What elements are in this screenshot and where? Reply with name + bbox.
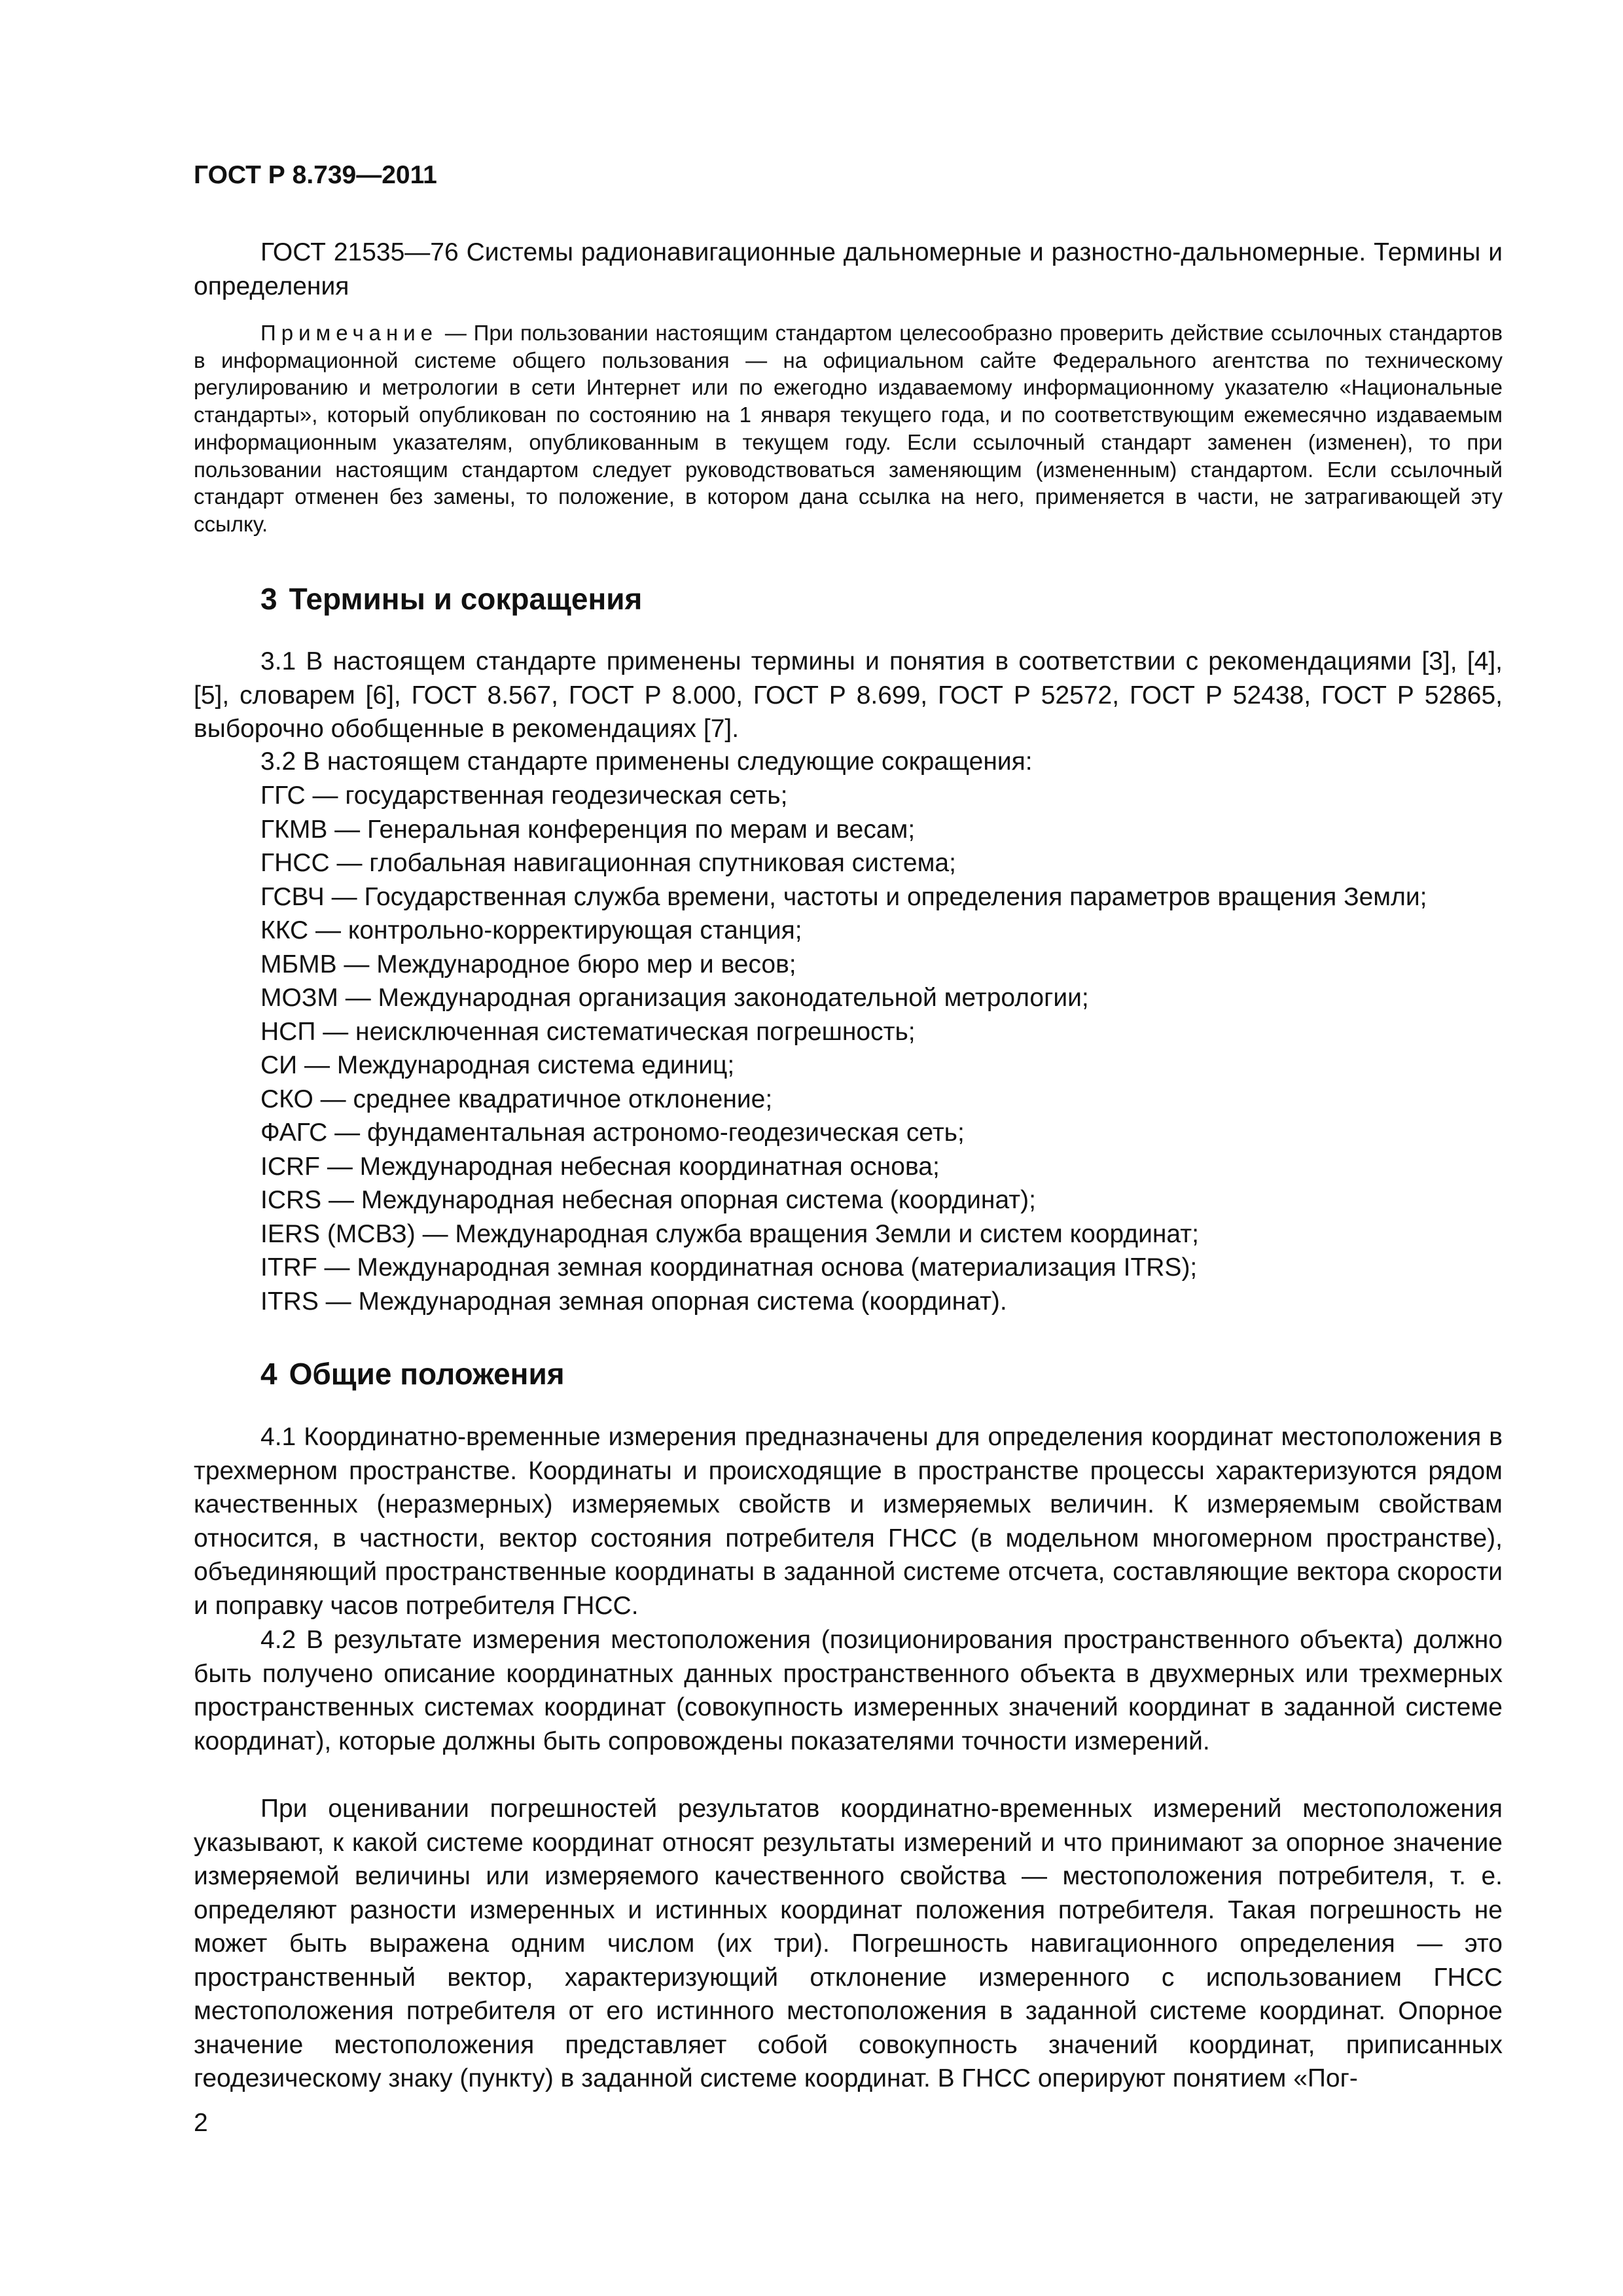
list-item: ГКМВ — Генеральная конференция по мерам и весам; bbox=[260, 815, 916, 844]
list-item: ФАГС — фундаментальная астрономо-геодезическая сеть; bbox=[260, 1119, 965, 1147]
paragraph-3-2: 3.2 В настоящем стандарте применены следующие сокращения: bbox=[260, 747, 1033, 776]
page-number: 2 bbox=[194, 2109, 208, 2137]
list-item: МБМВ — Международное бюро мер и весов; bbox=[260, 950, 796, 978]
section-4-heading bbox=[260, 1356, 565, 1391]
list-item: ГГС — государственная геодезическая сеть; bbox=[260, 781, 788, 810]
paragraph-3-1: 3.1 В настоящем стандарте применены термины и понятия в соответствии с рекомендациями [3], [4], [5], словарем [6], ГОСТ 8.567, ГОСТ Р 8.000, ГОСТ Р 8.699, ГОСТ Р 52572, ГОСТ Р 52438, ГОСТ Р 52865, выборочно обобщенные в рекомендациях [7]. bbox=[194, 647, 1503, 743]
paragraph-4-2-cont: При оценивании погрешностей результатов координатно-временных измерений местоположения указывают, к какой системе координат относят результаты измерений и что принимают за опорное значение измеряемой величины или измеряемого качественного свойства — местоположения потребителя, т. е. определяют разности измеренных и истинных координат положения потребителя. Такая погрешность не может быть выражена одним числом (их три). Погрешность навигационного определения — это пространственный вектор, характеризующий отклонение измеренного с использованием ГНСС местоположения потребителя от его истинного местоположения в заданной системе координат. Опорное значение местоположения представляет собой совокупность значений координат, приписанных геодезическому знаку (пункту) в заданной системе координат. В ГНСС оперируют понятием «Пог- bbox=[194, 1795, 1503, 2092]
paragraph-4-2: 4.2 В результате измерения местоположения (позиционирования пространственного объекта) должно быть получено описание координатных данных пространственного объекта в двухмерных или трехмерных пространственных системах координат (совокупность измеренных значений координат в заданной системе координат), которые должны быть сопровождены показателями точности измерений. bbox=[194, 1626, 1503, 1755]
list-item: СИ — Международная система единиц; bbox=[260, 1051, 735, 1079]
list-item: СКО — среднее квадратичное отклонение; bbox=[260, 1085, 773, 1113]
section-4-title: Общие положения bbox=[289, 1357, 565, 1391]
list-item: ICRS — Международная небесная опорная система (координат); bbox=[260, 1186, 1036, 1214]
document-header: ГОСТ Р 8.739—2011 bbox=[194, 161, 437, 189]
note-text: — При пользовании настоящим стандартом целесообразно проверить действие ссылочных стандартов в информационной системе общего пользования — на официальном сайте Федерального агентства по техническому регулированию и метрологии в сети Интернет или по ежегодно издаваемому информационному указателю «Национальные стандарты», который опубликован по состоянию на 1 января текущего года, и по соответствующим ежемесячно издаваемым информационным указателям, опубликованным в текущем году. Если ссылочный стандарт заменен (изменен), то при пользовании настоящим стандартом следует руководствоваться заменяющим (измененным) стандартом. Если ссылочный стандарт отменен без замены, то положение, в котором дана ссылка на него, применяется в части, не затрагивающей эту ссылку. bbox=[194, 321, 1503, 536]
list-item: ITRS — Международная земная опорная система (координат). bbox=[260, 1287, 1007, 1316]
list-item: ГСВЧ — Государственная служба времени, частоты и определения параметров вращения Земли; bbox=[260, 882, 1427, 911]
section-4-number: 4 bbox=[260, 1357, 277, 1391]
paragraph-4-1: 4.1 Координатно-временные измерения предназначены для определения координат местоположения в трехмерном пространстве. Координаты и происходящие в пространстве процессы характеризуются рядом качественных (неразмерных) измеряемых свойств и измеряемых величин. К измеряемым свойствам относится, в частности, вектор состояния потребителя ГНСС (в модельном многомерном пространстве), объединяющий пространственные координаты в заданной системе отсчета, составляющие вектора скорости и поправку часов потребителя ГНСС. bbox=[194, 1423, 1503, 1620]
note-block bbox=[194, 319, 1503, 538]
list-item: МОЗМ — Международная организация законодательной метрологии; bbox=[260, 984, 1089, 1012]
section-3-title: Термины и сокращения bbox=[289, 582, 643, 616]
note-label: Примечание bbox=[260, 321, 438, 345]
list-item: IERS (МСВЗ) — Международная служба вращения Земли и систем координат; bbox=[260, 1219, 1199, 1248]
list-item: ККС — контрольно-корректирующая станция; bbox=[260, 916, 802, 944]
section-3-heading bbox=[260, 581, 642, 617]
list-item: НСП — неисключенная систематическая погрешность; bbox=[260, 1017, 916, 1046]
list-item: ГНСС — глобальная навигационная спутниковая система; bbox=[260, 849, 956, 877]
list-item: ICRF — Международная небесная координатная основа; bbox=[260, 1152, 940, 1181]
abbreviation-list bbox=[260, 779, 1427, 1318]
referenced-standard: ГОСТ 21535—76 Системы радионавигационные дальномерные и разностно-дальномерные. Термины и определения bbox=[194, 238, 1503, 300]
list-item: ITRF — Международная земная координатная основа (материализация ITRS); bbox=[260, 1253, 1198, 1282]
section-3-number: 3 bbox=[260, 582, 277, 616]
